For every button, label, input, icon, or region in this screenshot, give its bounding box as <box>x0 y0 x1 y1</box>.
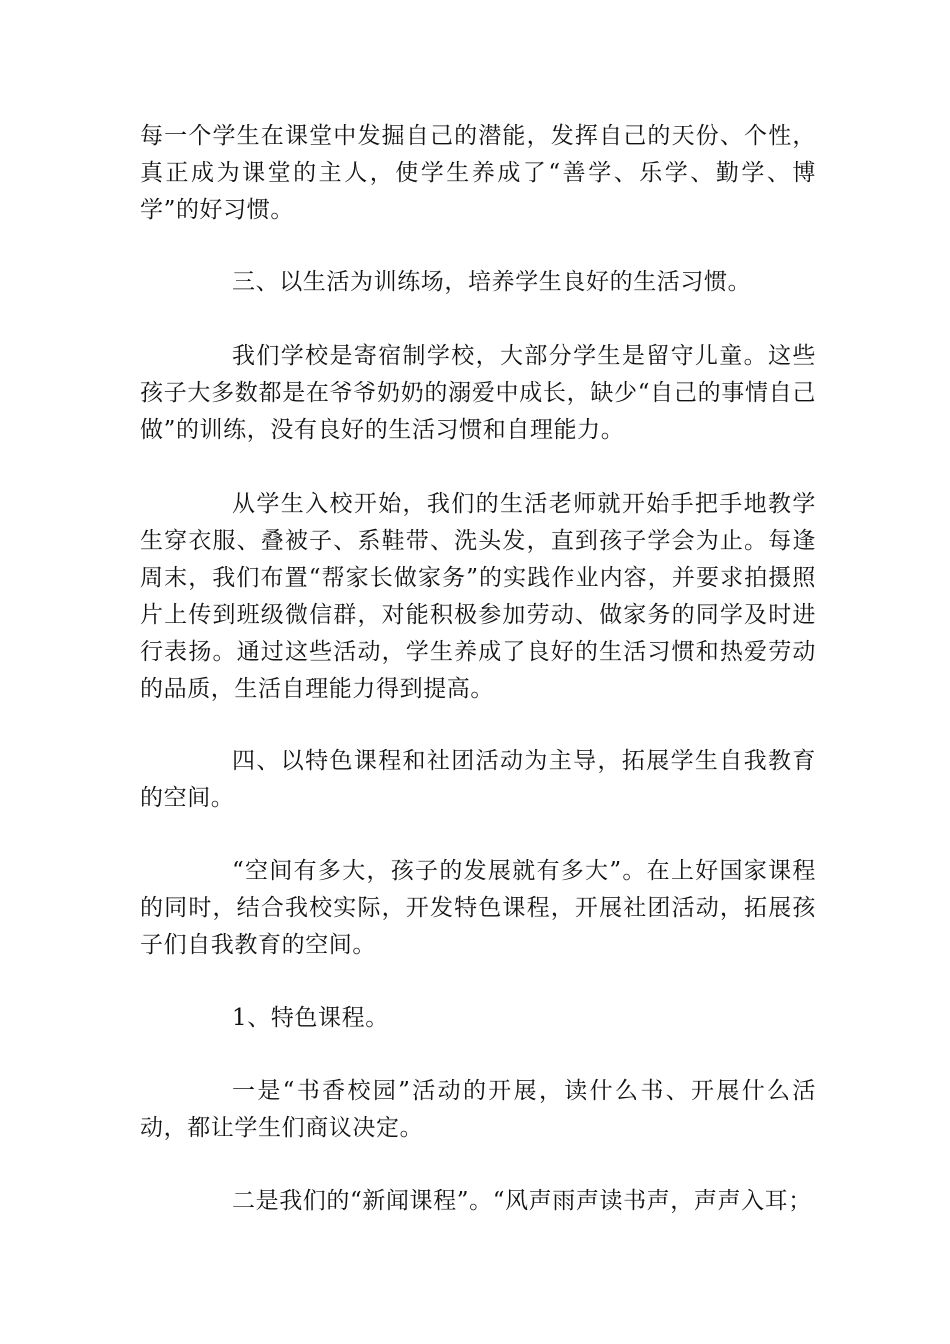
paragraph-4: 从学生入校开始，我们的生活老师就开始手把手地教学生穿衣服、叠被子、系鞋带、洗头发，直到孩子学会为止。每逢周末，我们布置“帮家长做家务”的实践作业内容，并要求拍摄照片上传到班级微信群，对能积极参加劳动、做家务的同学及时进行表扬。通过这些活动，学生养成了良好的生活习惯和热爱劳动的品质，生活自理能力得到提高。 <box>140 491 816 702</box>
paragraph-1: 每一个学生在课堂中发掘自己的潜能，发挥自己的天份、个性，真正成为课堂的主人，使学生养成了“善学、乐学、勤学、博学”的好习惯。 <box>140 123 816 223</box>
section-heading-4: 四、以特色课程和社团活动为主导，拓展学生自我教育的空间。 <box>140 748 816 811</box>
subheading-1: 1、特色课程。 <box>232 1005 389 1031</box>
section-heading-3: 三、以生活为训练场，培养学生良好的生活习惯。 <box>232 269 752 295</box>
paragraph-6: “空间有多大，孩子的发展就有多大”。在上好国家课程的同时，结合我校实际，开发特色课程，开展社团活动，拓展孩子们自我教育的空间。 <box>140 858 816 958</box>
paragraph-9: 二是我们的“新闻课程”。“风声雨声读书声，声声入耳； <box>232 1188 812 1214</box>
paragraph-8: 一是“书香校园”活动的开展，读什么书、开展什么活动，都让学生们商议决定。 <box>140 1078 816 1141</box>
paragraph-3: 我们学校是寄宿制学校，大部分学生是留守儿童。这些孩子大多数都是在爷爷奶奶的溺爱中成长，缺少“自己的事情自己做”的训练，没有良好的生活习惯和自理能力。 <box>140 343 816 443</box>
